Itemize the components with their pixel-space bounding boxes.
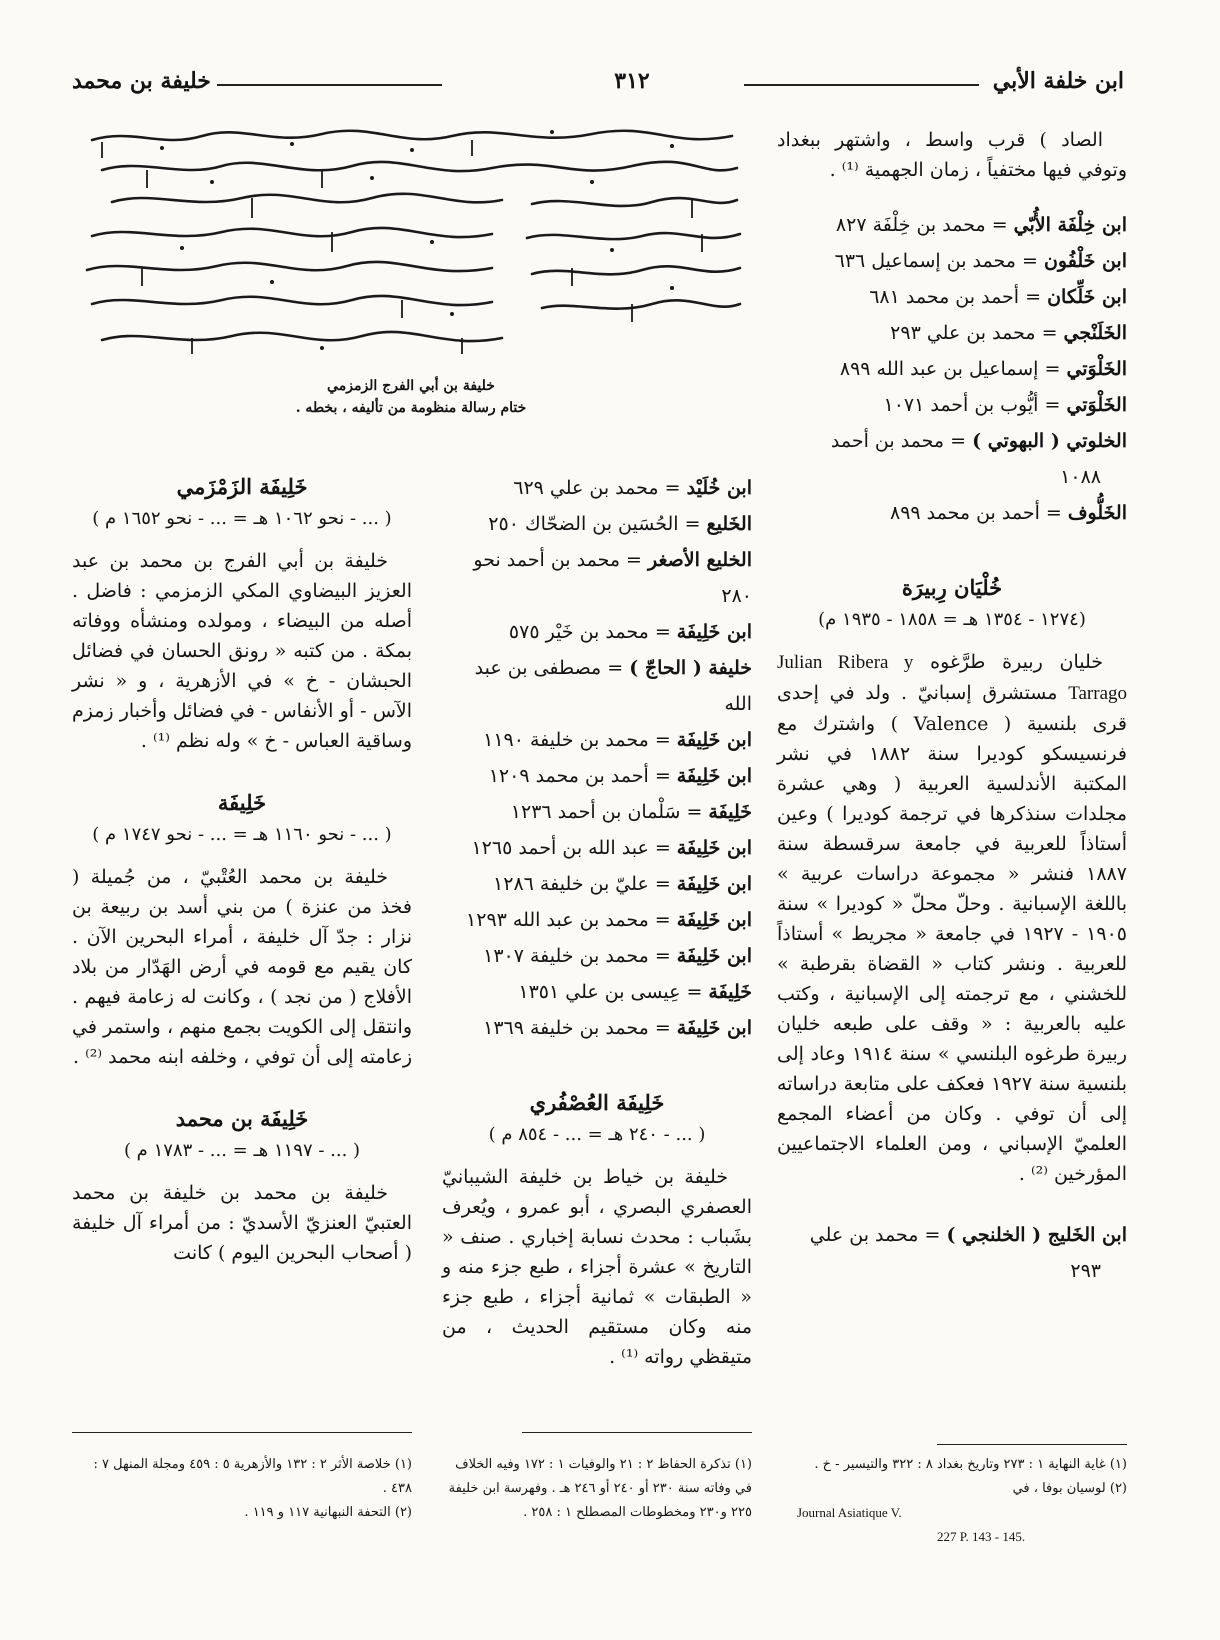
footnote: (١) خلاصة الأثر ٢ : ١٣٢ والأزهرية ٥ : ٤٥٩ ومجلة المنهل ٧ : ٤٣٨ . [93,1457,412,1496]
xref-item [777,279,1127,315]
xref-rest: = أحمد بن محمد ٦٨١ [869,286,1048,308]
xref-head: ابن خَلِيفَة [676,765,752,787]
entry-title-zamzami: خَلِيفَة الزَمْزَمي [176,474,308,499]
entry-text-b: مستشرق إسبانيّ . ولد في إحدى قرى بلنسية ( Valence ) واشترك مع فرنسيسكو كوديرا سنة ١٨٨٢ في نشر المكتبة الأندلسية العربية ( وهي عشرة مجلدات سنذكرها في ترجمة كوديرا ) وعين أستاذاً للعربية في جامعة سرقسطة سنة ١٨٨٧ فنشر « مجموعة دراسات عربية » باللغة الإسبانية . وحلّ محلّ « كوديرا » سنة ١٩٠٥ - ١٩٢٧ في جامعة « مجريط » أستاذاً للعربية . ونشر كتاب « القضاة بقرطبة » للخشني ، مع ترجمته إلى الإسبانية ، وكتب عليه بالعربية : « وقف على طبعه خليان ربيرة طرغوه البلنسي » سنة ١٩١٤ وعاد إلى بلنسية سنة ١٩٢٧ فعكف على متابعة دراساته إلى أن توفي . وكان من أعضاء المجمع العلميّ الإسباني ، ومن العلماء الاجتماعيين المؤرخين ⁽²⁾ . [777,682,1128,1185]
footnote-latin: Journal Asiatique V. [797,1505,902,1520]
footnotes-left [72,1453,412,1525]
caption-line-2: ختام رسالة منظومة من تأليفه ، بخطه . [295,400,527,416]
xref-head: الخَلُّوف [1067,502,1127,524]
footnote-rule-mid [522,1432,752,1433]
entry-text-usfuri: خليفة بن خياط بن خليفة الشيبانيّ العصفري البصري ، أبو عمرو ، ويُعرف بشَباب : محدث نسابة إخباري . صنف « التاريخ » عشرة أجزاء ، طبع جزء منه و « الطبقات » ثمانية أجزاء ، طبع جزء منه وكان مستقيم الحديث ، من متيقظي رواته ⁽¹⁾ . [442,1166,752,1368]
xref-item [777,351,1127,387]
xref-rest: = الحُسَين بن الضحّاك ٢٥٠ [488,513,707,535]
middle-column [442,470,752,1372]
xref-rest: = عليّ بن خليفة ١٢٨٦ [493,873,677,895]
footnote: (١) تذكرة الحفاظ ٢ : ٢١ والوفيات ١ : ١٧٢ وفيه الخلاف في وفاته سنة ٢٣٠ أو ٢٤٠ أو ٢٤٦ هـ . وفهرسة ابن خليفة ٢٢٥ و٢٣٠ ومخطوطات المصطلح ١ : ٢٥٨ . [448,1457,752,1520]
xref-head: ابن خَلِيفَة [676,873,752,895]
xref-item [442,938,752,974]
entry-text-a: خليان ربيرة طرَّغوه [930,651,1103,673]
xref-head: ابن خَلِيفَة [676,837,752,859]
xref-rest: = محمد بن إسماعيل ٦٣٦ [834,250,1044,272]
xref-list-mid [442,470,752,1046]
xref-item [442,506,752,542]
xref-rest: = محمد بن خليفة ١٣٦٩ [483,1017,677,1039]
xref-rest: = محمد بن خليفة ١٣٠٧ [483,945,677,967]
xref-head: الخلوتي ( البهوتي ) [972,430,1127,452]
footnote: (٢) التحفة النبهانية ١١٧ و ١١٩ . [244,1505,412,1520]
intro-paragraph: الصاد ) قرب واسط ، واشتهر ببغداد وتوفي فيها مختفياً ، زمان الجهمية ⁽¹⁾ . [777,129,1127,181]
xref-cont: ٢٩٣ [1070,1260,1101,1282]
xref-head: ابن خِلْفَة الأُبّي [1013,214,1127,236]
left-column [72,470,412,1268]
xref-head: ابن خَلِيفَة [676,945,752,967]
header-right-title: ابن خلفة الأبي [992,68,1124,94]
right-column [777,125,1127,1289]
xref-item [777,495,1127,531]
footnotes-mid [442,1453,752,1525]
xref-item [442,470,752,506]
xref-item [442,866,752,902]
entry-text-ribera [777,647,1127,1189]
xref-list-right [777,207,1127,531]
caption-line-1: خليفة بن أبي الفرج الزمزمي [327,378,495,394]
xref-item [777,243,1127,279]
entry-dates-ribera: (١٢٧٤ - ١٣٥٤ هـ = ١٨٥٨ - ١٩٣٥ م) [818,609,1086,630]
header-rule-right [744,84,979,86]
xref-head: ابن خَلِيفَة [676,909,752,931]
xref-item [442,542,752,614]
xref-rest: = محمد بن علي ٢٩٣ [890,322,1064,344]
xref-head: ابن خَلْفُون [1043,250,1127,272]
xref-item [777,387,1127,423]
xref-rest: = محمد بن أحمد نحو ٢٨٠ [473,549,752,607]
xref-item [777,423,1127,459]
entry-dates-zamzami: ( ... - نحو ١٠٦٢ هـ = ... - نحو ١٦٥٢ م ) [92,508,392,529]
running-header [72,68,1124,108]
entry-text-khalifa: خليفة بن محمد العُتْبيّ ، من جُميلة ( فخذ من عنزة ) من بني أسد بن ربيعة بن نزار : جدّ آل خليفة ، أمراء البحرين الآن . كان يقيم مع قومه في أرض الهَدّار من بلاد الأفلاج ( من نجد ) ، وكانت له زعامة فيهم . وانتقل إلى الكويت بجمع منهم ، واستمر في زعامته إلى أن توفي ، وخلفه ابنه محمد ⁽²⁾ . [72,866,412,1068]
xref-item [442,794,752,830]
xref-item [442,650,752,722]
xref-rest: = محمد بن أحمد [830,430,973,452]
xref-rest: = محمد بن خِلْفَة ٨٢٧ [835,214,1014,236]
xref-rest: = محمد بن خليفة ١١٩٠ [483,729,677,751]
xref-head: ابن الخَليج ( الخلنجي ) [946,1224,1127,1246]
footnote-rule-right [937,1444,1127,1445]
xref-rest: = محمد بن علي ٦٢٩ [513,477,687,499]
xref-item [777,207,1127,243]
handwriting-scribbles [72,118,750,364]
xref-head: الخليع الأصغر [648,549,752,571]
manuscript-image [72,118,750,364]
xref-head: ابن خَلِيفَة [676,1017,752,1039]
page-number: ٣١٢ [614,68,650,94]
entry-title-khalifa-bin-muhammad: خَلِيفَة بن محمد [175,1106,309,1131]
xref-rest: = عبد الله بن أحمد ١٢٦٥ [471,837,677,859]
xref-item [777,315,1127,351]
xref-head: خَلِيفَة [708,801,752,823]
xref-rest: = إسماعيل بن عبد الله ٨٩٩ [839,358,1067,380]
xref-head: الخَلْوَتي [1066,394,1127,416]
xref-continuation [777,1253,1127,1289]
xref-head: الخَليع [706,513,752,535]
xref-head: ابن خَلِّكان [1047,286,1127,308]
xref-rest: = سَلْمان بن أحمد ١٢٣٦ [510,801,709,823]
xref-head: خَلِيفَة [708,981,752,1003]
xref-item [442,758,752,794]
xref-cont: ١٠٨٨ [1060,466,1101,488]
entry-title-usfuri: خَلِيفَة العُصْفُري [529,1090,665,1115]
xref-rest: = محمد بن خَيْر ٥٧٥ [508,621,677,643]
xref-continuation [777,459,1127,495]
xref-rest: = محمد بن عبد الله ١٢٩٣ [466,909,677,931]
final-xref [777,1217,1127,1253]
footnote: (٢) لوسيان بوفا ، في [1012,1481,1127,1496]
xref-head: ابن خُلَيْد [686,477,752,499]
footnote-latin: 227 P. 143 - 145. [937,1529,1026,1544]
xref-rest: = مصطفى بن عبد الله [474,657,752,715]
xref-item [442,722,752,758]
xref-item [442,974,752,1010]
xref-item [442,1010,752,1046]
xref-item [442,614,752,650]
xref-rest: = أحمد بن محمد ١٢٠٩ [488,765,677,787]
xref-item [442,902,752,938]
xref-item [442,830,752,866]
xref-head: الخَلَنْجي [1063,322,1127,344]
xref-rest: = عِيسى بن علي ١٣٥١ [518,981,709,1003]
entry-title-ribera: خُلْيَان رِبيرَة [901,575,1003,600]
header-rule-left [217,84,442,86]
footnote-rule-left [72,1432,412,1433]
xref-head: ابن خَلِيفَة [676,729,752,751]
xref-rest: = أيُّوب بن أحمد ١٠٧١ [883,394,1067,416]
xref-head: خليفة ( الحاجّ ) [629,657,752,679]
xref-rest: = محمد بن علي [809,1224,947,1246]
entry-text-zamzami: خليفة بن أبي الفرج بن محمد بن عبد العزيز البيضاوي المكي الزمزمي : فاضل . أصله من البيضاء ، ومولده ومنشأه ووفاته بمكة . من كتبه « رونق الحسان في فضائل الحبشان - خ » في الأزهرية ، و « نشر الآس - أو الأنفاس - في فضائل وأخبار زمزم وساقية العباس - خ » وله نظم ⁽¹⁾ . [72,550,412,752]
entry-text-khalifa-bin-muhammad: خليفة بن محمد بن خليفة بن محمد العتبيّ العنزيّ الأسديّ : من أمراء آل خليفة ( أصحاب البحرين اليوم ) كانت [72,1182,412,1264]
manuscript-caption [72,375,750,419]
xref-head: ابن خَلِيفَة [676,621,752,643]
entry-latin-name: Julian Ribera y Tarrago [777,652,1128,704]
footnote: (١) غاية النهاية ١ : ٢٧٣ وتاريخ بغداد ٨ : ٣٢٢ والتيسير - خ . [814,1457,1127,1472]
xref-head: الخَلْوَتي [1066,358,1127,380]
entry-dates-usfuri: ( ... - ٢٤٠ هـ = ... - ٨٥٤ م ) [488,1124,706,1145]
xref-rest: = أحمد بن محمد ٨٩٩ [889,502,1068,524]
footnotes-right [797,1453,1127,1549]
entry-dates-khalifa-bin-muhammad: ( ... - ١١٩٧ هـ = ... - ١٧٨٣ م ) [123,1140,361,1161]
header-left-title: خليفة بن محمد [72,68,211,94]
entry-title-khalifa: خَلِيفَة [217,790,267,815]
entry-dates-khalifa: ( ... - نحو ١١٦٠ هـ = ... - نحو ١٧٤٧ م ) [92,824,392,845]
